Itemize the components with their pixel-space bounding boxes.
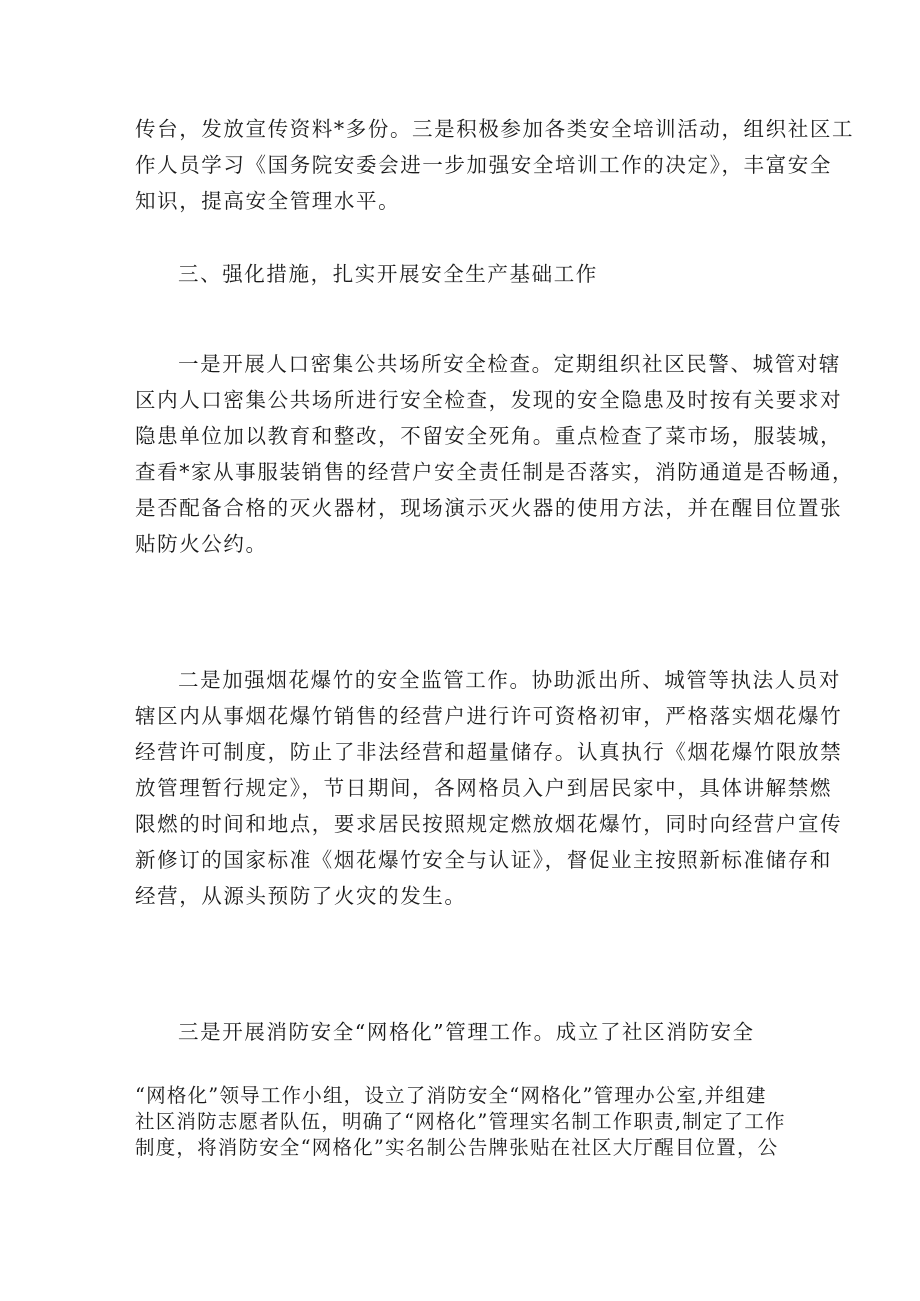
text-line: 辖区内从事烟花爆竹销售的经营户进行许可资格初审，严格落实烟花爆竹 (135, 704, 843, 728)
paragraph-grid-intro (135, 1014, 795, 1050)
paragraph-grid-details (135, 1083, 795, 1161)
paragraph-training (135, 111, 855, 219)
text-line: 贴防火公约。 (135, 532, 268, 556)
paragraph-fireworks (135, 662, 843, 914)
text-line: 经营，从源头预防了火灾的发生。 (135, 884, 467, 908)
text-line: 经营许可制度，防止了非法经营和超量储存。认真执行《烟花爆竹限放禁 (135, 740, 843, 764)
text-line: 限燃的时间和地点，要求居民按照规定燃放烟花爆竹，同时向经营户宣传 (135, 812, 843, 836)
text-line: 三是开展消防安全“网格化”管理工作。成立了社区消防安全 (178, 1020, 755, 1044)
text-line: 放管理暂行规定》，节日期间，各网格员入户到居民家中，具体讲解禁燃 (135, 776, 832, 800)
paragraph-public-places (135, 346, 855, 562)
text-line: 制度，将消防安全“网格化”实名制公告牌张贴在社区大厅醒目位置，公 (135, 1136, 779, 1159)
text-line: 一是开展人口密集公共场所安全检查。定期组织社区民警、城管对辖 (178, 352, 841, 376)
text-line: 社区消防志愿者队伍，明确了“网格化”管理实名制工作职责,制定了工作 (135, 1110, 786, 1133)
text-line: 区内人口密集公共场所进行安全检查，发现的安全隐患及时按有关要求对 (135, 388, 843, 412)
heading-line: 三、强化措施，扎实开展安全生产基础工作 (178, 262, 598, 286)
section-heading (135, 256, 795, 292)
text-line: 新修订的国家标准《烟花爆竹安全与认证》，督促业主按照新标准储存和 (135, 848, 832, 872)
text-line: 传台，发放宣传资料*多份。三是积极参加各类安全培训活动，组织社区工 (135, 117, 855, 141)
text-line: 二是加强烟花爆竹的安全监管工作。协助派出所、城管等执法人员对 (178, 668, 841, 692)
text-line: 是否配备合格的灭火器材，现场演示灭火器的使用方法，并在醒目位置张 (135, 496, 843, 520)
text-line: 知识，提高安全管理水平。 (135, 189, 401, 213)
text-line: 查看*家从事服装销售的经营户安全责任制是否落实，消防通道是否畅通， (135, 460, 855, 484)
text-line: “网格化”领导工作小组，设立了消防安全“网格化”管理办公室,并组建 (135, 1084, 767, 1107)
text-line: 隐患单位加以教育和整改，不留安全死角。重点检查了菜市场，服装城， (135, 424, 843, 448)
text-line: 作人员学习《国务院安委会进一步加强安全培训工作的决定》，丰富安全 (135, 153, 832, 177)
